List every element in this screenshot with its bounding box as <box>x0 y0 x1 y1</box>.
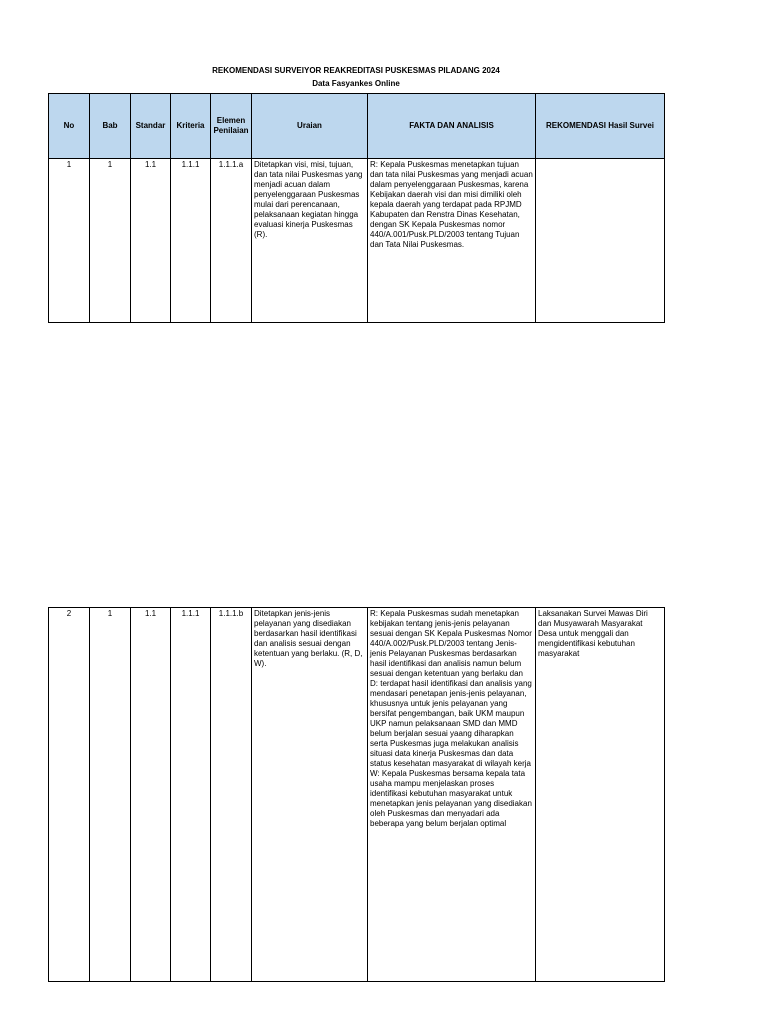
cell-elemen: 1.1.1.b <box>211 608 252 982</box>
cell-uraian: Ditetapkan visi, misi, tujuan, dan tata nilai Puskesmas yang menjadi acuan dalam penyelenggaraan Puskesmas mulai dari perencanaan, pelaksanaan kegiatan hingga evaluasi kinerja Puskesmas (R). <box>252 159 368 323</box>
cell-standar: 1.1 <box>131 159 171 323</box>
cell-no: 2 <box>49 608 90 982</box>
col-header-fakta: FAKTA DAN ANALISIS <box>368 94 536 159</box>
cell-fakta: R: Kepala Puskesmas menetapkan tujuan dan tata nilai Puskesmas yang menjadi acuan dalam penyelenggaraan Puskesmas, karena Kebijakan daerah visi dan misi dimiliki oleh kepala daerah yang terdapat pada RPJMD Kabupaten dan Renstra Dinas Kesehatan, dengan SK Kepala Puskesmas nomor 440/A.001/Pusk.PLD/2003 tentang Tujuan dan Tata Nilai Puskesmas. <box>368 159 536 323</box>
col-header-rekomendasi: REKOMENDASI Hasil Survei <box>536 94 665 159</box>
recommendation-table-continued <box>48 607 665 982</box>
col-header-kriteria: Kriteria <box>171 94 211 159</box>
col-header-standar: Standar <box>131 94 171 159</box>
cell-kriteria: 1.1.1 <box>171 159 211 323</box>
recommendation-table <box>48 93 665 323</box>
table-row <box>49 159 665 323</box>
cell-fakta: R: Kepala Puskesmas sudah menetapkan kebijakan tentang jenis-jenis pelayanan sesuai dengan SK Kepala Puskesmas Nomor 440/A.002/Pusk.PLD/2003 tentang Jenis-jenis Pelayanan Puskesmas berdasarkan hasil identifikasi dan analisis namun belum sesuai dengan ketentuan yang berlaku dan D: terdapat hasil identifikasi dan analisis yang mendasari penetapan jenis-jenis pelayanan, khususnya untuk jenis pelayanan yang bersifat pengembangan, baik UKM maupun UKP namun pelaksanaan SMD dan MMD belum berjalan sesuai yaang diharapkan serta Puskesmas juga melakukan analisis situasi data kinerja Puskesmas dan data status kesehatan masyarakat di wilayah kerja W: Kepala Puskesmas bersama kepala tata usaha mampu menjelaskan proses identifikasi kebutuhan masyarakat untuk menetapkan jenis pelayanan yang disediakan oleh Puskesmas dan menyadari ada beberapa yang belum berjalan optimal <box>368 608 536 982</box>
cell-uraian: Ditetapkan jenis-jenis pelayanan yang disediakan berdasarkan hasil identifikasi dan analisis sesuai dengan ketentuan yang berlaku. (R, D, W). <box>252 608 368 982</box>
cell-bab: 1 <box>90 159 131 323</box>
document-subtitle: Data Fasyankes Online <box>312 79 400 88</box>
cell-kriteria: 1.1.1 <box>171 608 211 982</box>
col-header-uraian: Uraian <box>252 94 368 159</box>
col-header-bab: Bab <box>90 94 131 159</box>
col-header-no: No <box>49 94 90 159</box>
cell-no: 1 <box>49 159 90 323</box>
cell-rekomendasi <box>536 159 665 323</box>
cell-standar: 1.1 <box>131 608 171 982</box>
col-header-elemen: Elemen Penilaian <box>211 94 252 159</box>
cell-bab: 1 <box>90 608 131 982</box>
table-header-row <box>49 94 665 159</box>
document-title: REKOMENDASI SURVEIYOR REAKREDITASI PUSKESMAS PILADANG 2024 <box>212 66 500 75</box>
table-row <box>49 608 665 982</box>
cell-elemen: 1.1.1.a <box>211 159 252 323</box>
cell-rekomendasi: Laksanakan Survei Mawas Diri dan Musyawarah Masyarakat Desa untuk menggali dan mengidentifikasi kebutuhan masyarakat <box>536 608 665 982</box>
